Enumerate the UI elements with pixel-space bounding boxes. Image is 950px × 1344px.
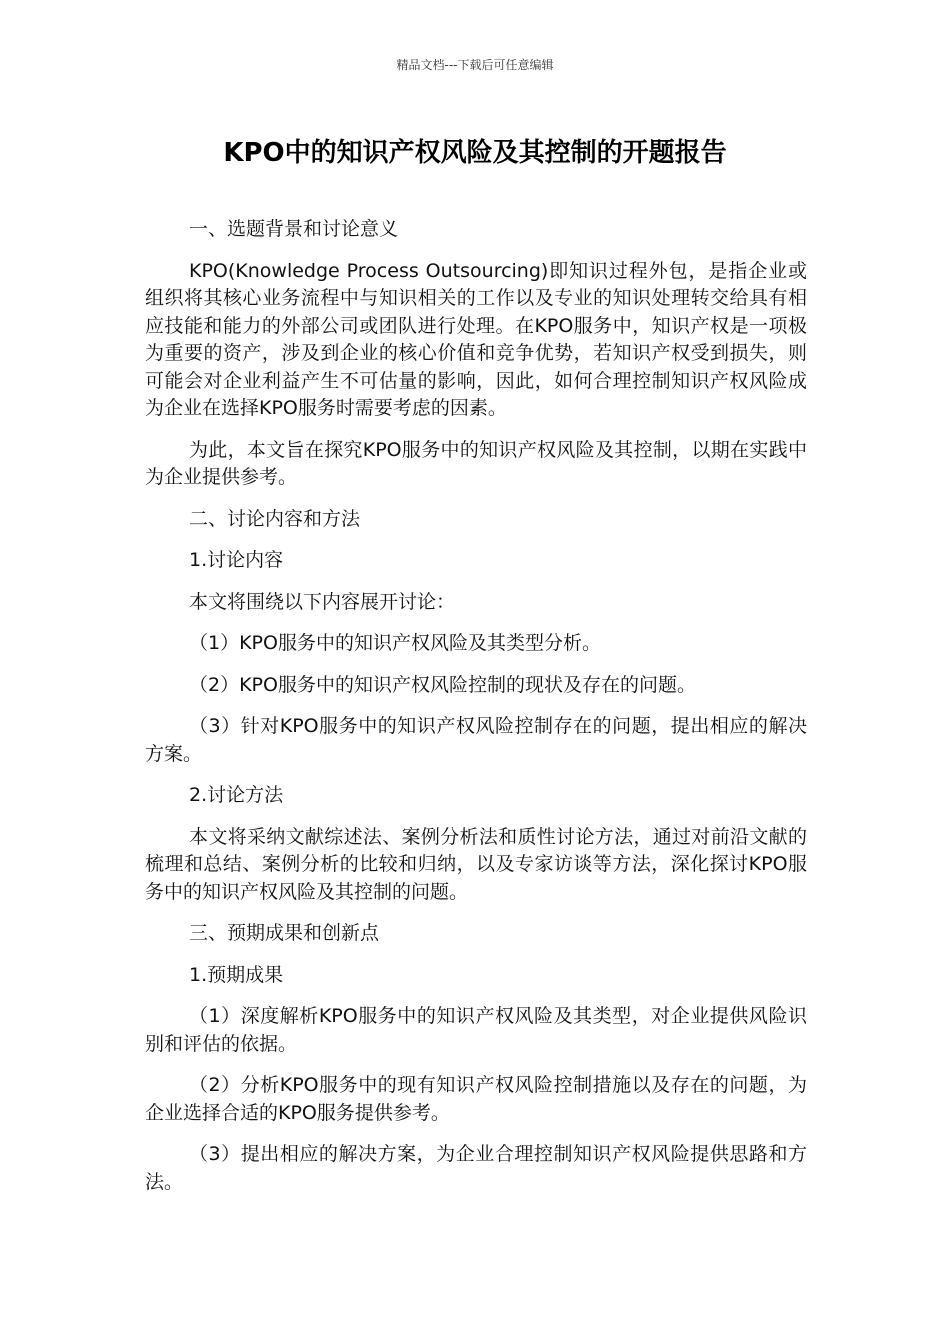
section-heading-content-methods: 二、讨论内容和方法 (189, 507, 361, 530)
document-title: KPO中的知识产权风险及其控制的开题报告 (223, 138, 727, 168)
subheading-expected-outcomes: 1.预期成果 (189, 963, 284, 986)
section-heading-outcomes: 三、预期成果和创新点 (189, 922, 380, 944)
paragraph-content-intro: 本文将围绕以下内容展开讨论： (189, 590, 456, 613)
page-header: 精品文档---下载后可任意编辑 (396, 58, 554, 72)
paragraph-methods: 本文将采纳文献综述法、案例分析法和质性讨论方法，通过对前沿文献的梳理和总结、案例分析的比较和归纳，以及专家访谈等方法，深化探讨KPO服务中的知识产权风险及其控制的问题。 (145, 825, 807, 903)
list-item-outcome-3: （3）提出相应的解决方案，为企业合理控制知识产权风险提供思路和方法。 (145, 1143, 807, 1193)
list-item-content-2: （2）KPO服务中的知识产权风险控制的现状及存在的问题。 (189, 673, 696, 696)
document-body (145, 216, 807, 1210)
subheading-methods: 2.讨论方法 (189, 784, 284, 806)
list-item-content-3: （3）针对KPO服务中的知识产权风险控制存在的问题，提出相应的解决方案。 (145, 715, 807, 765)
list-item-outcome-2: （2）分析KPO服务中的现有知识产权风险控制措施以及存在的问题，为企业选择合适的KPO服务提供参考。 (145, 1074, 807, 1124)
list-item-outcome-1: （1）深度解析KPO服务中的知识产权风险及其类型，对企业提供风险识别和评估的依据。 (145, 1005, 807, 1055)
section-heading-background: 一、选题背景和讨论意义 (189, 218, 399, 240)
paragraph-purpose: 为此，本文旨在探究KPO服务中的知识产权风险及其控制，以期在实践中为企业提供参考。 (145, 438, 807, 488)
paragraph-kpo-definition: KPO(Knowledge Process Outsourcing)即知识过程外包，是指企业或组织将其核心业务流程中与知识相关的工作以及专业的知识处理转交给具有相应技能和能力的外部公司或团队进行处理。在KPO服务中，知识产权是一项极为重要的资产，涉及到企业的核心价值和竞争优势，若知识产权受到损失，则可能会对企业利益产生不可估量的影响，因此，如何合理控制知识产权风险成为企业在选择KPO服务时需要考虑的因素。 (145, 259, 807, 419)
subheading-content: 1.讨论内容 (189, 549, 284, 571)
list-item-content-1: （1）KPO服务中的知识产权风险及其类型分析。 (189, 632, 601, 654)
